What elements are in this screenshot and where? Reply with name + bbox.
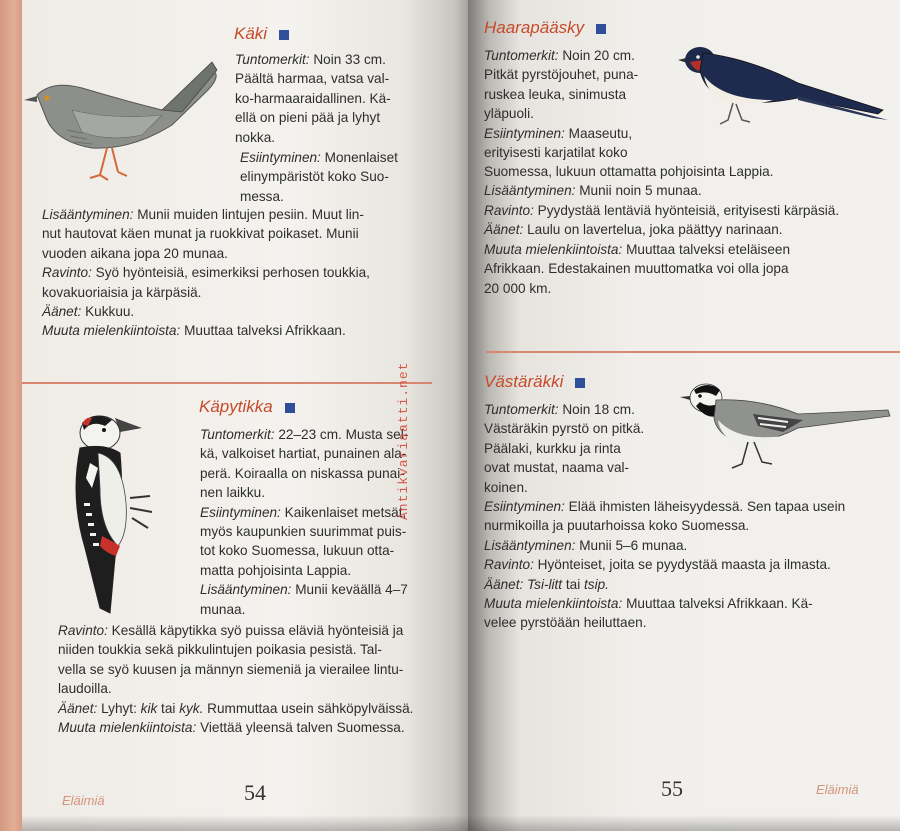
section-footer: Eläimiä — [816, 782, 859, 797]
text-line: Munii 5–6 munaa. — [579, 537, 688, 553]
section-divider — [486, 351, 900, 353]
woodpecker-illustration — [60, 408, 170, 623]
cuckoo-title — [234, 24, 289, 44]
text-line: Västäräkin pyrstö on pitkä. — [484, 421, 645, 437]
text-line: kä, valkoiset hartiat, punainen ala- — [200, 446, 407, 462]
text-line: Pitkät pyrstöjouhet, puna- — [484, 67, 639, 83]
text-line: ovat mustat, naama val- — [484, 460, 630, 476]
text-line: nurmikoilla ja puutarhoissa koko Suomessa. — [484, 518, 750, 534]
field-label: Tuntomerkit: — [235, 52, 310, 67]
field-label: Esiintyminen: — [200, 504, 281, 520]
text-line: Kaikenlaiset metsät, — [284, 504, 407, 520]
field-label: Tuntomerkit: — [484, 48, 559, 63]
text-part: Lyhyt: — [101, 700, 137, 716]
text-line: Päältä harmaa, vatsa val- — [235, 71, 390, 87]
text-line: vuoden aikana jopa 20 munaa. — [42, 245, 228, 261]
cuckoo-tuntomerkit — [235, 50, 425, 147]
wagtail-tuntomerkit — [484, 400, 662, 497]
swallow-title — [484, 18, 606, 38]
title-square-icon — [596, 24, 606, 34]
field-label: Ravinto: — [58, 623, 108, 638]
page-shadow — [468, 815, 900, 831]
text-line: Kesällä käpytikka syö puissa eläviä hyönteisiä ja — [111, 623, 404, 638]
text-line: perä. Koiraalla on niskassa punai- — [200, 465, 405, 481]
section-footer: Eläimiä — [62, 793, 105, 808]
text-line: laudoilla. — [58, 681, 112, 697]
text-line: Päälaki, kurkku ja rinta — [484, 440, 621, 456]
swallow-muuta — [484, 240, 867, 298]
cuckoo-title-text: Käki — [234, 24, 268, 43]
wagtail-details — [484, 497, 889, 633]
field-label: Lisääntyminen: — [484, 183, 576, 199]
text-line: Muuttaa talveksi Afrikkaan. Kä- — [626, 596, 813, 612]
text-line: velee pyrstöään heiluttaen. — [484, 615, 647, 631]
text-line: matta pohjoisinta Lappia. — [200, 562, 352, 578]
field-label: Ravinto: — [484, 557, 534, 573]
text-line: myös kaupunkien suurimmat puis- — [200, 524, 407, 540]
section-divider — [22, 382, 432, 384]
text-line: Kukkuu. — [85, 304, 135, 320]
text-line: elinympäristöt koko Suo- — [240, 169, 389, 185]
text-line: Muuttaa talveksi Afrikkaan. — [184, 323, 346, 339]
text-line: Noin 20 cm. — [562, 48, 635, 63]
field-label: Tuntomerkit: — [200, 427, 275, 442]
text-line: Munii keväällä 4–7 — [295, 582, 408, 598]
text-line: Viettää yleensä talven Suomessa. — [200, 720, 405, 736]
field-label: Lisääntyminen: — [42, 207, 134, 222]
text-line: munaa. — [200, 601, 246, 617]
text-line: Syö hyönteisiä, esimerkiksi perhosen toukkia, — [95, 265, 370, 281]
text-line: ellä on pieni pää ja lyhyt — [235, 110, 381, 126]
swallow-tuntomerkit — [484, 46, 662, 162]
page-shadow — [22, 815, 472, 831]
page-number: 55 — [661, 776, 683, 801]
text-line: Pyydystää lentäviä hyönteisiä, erityisesti kärpäsiä. — [537, 202, 840, 218]
text-line: 22–23 cm. Musta sel- — [278, 427, 409, 442]
text-line: Muuttaa talveksi eteläiseen — [626, 242, 791, 257]
text-line: Laulu on lavertelua, joka päättyy narinaan. — [527, 222, 783, 238]
field-label: Esiintyminen: — [484, 125, 565, 141]
text-line: 20 000 km. — [484, 280, 552, 296]
woodpecker-title-text: Käpytikka — [199, 397, 273, 416]
text-line: erityisesti karjatilat koko — [484, 145, 628, 161]
field-label: Äänet: — [42, 304, 82, 320]
text-part: Tsi-litt — [527, 576, 563, 592]
text-line: Noin 18 cm. — [562, 402, 635, 417]
page-number: 54 — [244, 780, 266, 805]
title-square-icon — [279, 30, 289, 40]
field-label: Tuntomerkit: — [484, 402, 559, 417]
text-line: Afrikkaan. Edestakainen muuttomatka voi olla jopa — [484, 261, 789, 277]
text-line: nut hautovat käen munat ja ruokkivat poikaset. Munii — [42, 226, 359, 242]
text-part: tai — [565, 576, 581, 592]
text-part: tsip. — [584, 576, 609, 592]
swallow-title-text: Haarapääsky — [484, 18, 585, 37]
text-line: kovakuoriaisia ja kärpäsiä. — [42, 284, 202, 300]
text-line: koinen. — [484, 479, 528, 495]
field-label: Ravinto: — [484, 202, 534, 218]
text-line: Munii muiden lintujen pesiin. Muut lin- — [137, 207, 364, 222]
text-line: tot koko Suomessa, lukuun otta- — [200, 543, 395, 559]
field-label: Esiintyminen: — [484, 499, 565, 514]
text-line: messa. — [240, 188, 284, 204]
text-line: Elää ihmisten läheisyydessä. Sen tapaa usein — [568, 499, 846, 514]
text-part: tai — [161, 700, 176, 716]
field-label: Muuta mielenkiintoista: — [484, 596, 623, 612]
title-square-icon — [575, 378, 585, 388]
text-line: Maaseutu, — [568, 125, 633, 141]
text-line: niiden toukkia sekä pikkulintujen poikasia pesistä. Tal- — [58, 642, 382, 658]
text-line: nen laikku. — [200, 485, 265, 501]
field-label: Ravinto: — [42, 265, 92, 281]
text-line: vella se syö kuusen ja männyn siemeniä ja vierailee lintu- — [58, 661, 404, 677]
text-line: Hyönteiset, joita se pyydystää maasta ja ilmasta. — [537, 557, 831, 573]
woodpecker-title — [199, 397, 295, 417]
text-line: Munii noin 5 munaa. — [579, 183, 702, 199]
title-square-icon — [285, 403, 295, 413]
cuckoo-illustration — [22, 50, 227, 185]
wagtail-illustration — [678, 380, 893, 480]
text-part: kik — [140, 700, 158, 716]
text-line: nokka. — [235, 129, 276, 145]
cuckoo-esiintyminen — [240, 148, 420, 206]
right-page — [468, 0, 900, 831]
field-label: Esiintyminen: — [240, 150, 321, 165]
text-part: kyk. — [179, 700, 204, 716]
field-label: Muuta mielenkiintoista: — [58, 720, 197, 736]
field-label: Lisääntyminen: — [484, 537, 576, 553]
text-line: Monenlaiset — [324, 150, 398, 165]
wagtail-title-text: Västäräkki — [484, 372, 564, 391]
wagtail-title — [484, 372, 585, 392]
field-label: Äänet: — [484, 576, 524, 592]
swallow-details — [484, 162, 889, 240]
text-line: ko-harmaaraidallinen. Kä- — [235, 90, 391, 106]
text-line: yläpuoli. — [484, 106, 534, 122]
text-line: Noin 33 cm. — [313, 52, 386, 67]
field-label: Muuta mielenkiintoista: — [484, 242, 623, 257]
cuckoo-details — [42, 205, 432, 341]
text-line: ruskea leuka, sinimusta — [484, 86, 627, 102]
woodpecker-details — [58, 621, 468, 737]
field-label: Äänet: — [484, 222, 524, 238]
field-label: Muuta mielenkiintoista: — [42, 323, 181, 339]
text-part: Rummuttaa usein sähköpylväissä. — [207, 700, 414, 716]
field-label: Äänet: — [58, 700, 98, 716]
watermark: Antikvariaatti.net — [396, 361, 411, 520]
text-line: Suomessa, lukuun ottamatta pohjoisinta Lappia. — [484, 164, 774, 179]
swallow-illustration — [678, 38, 893, 133]
field-label: Lisääntyminen: — [200, 582, 292, 598]
